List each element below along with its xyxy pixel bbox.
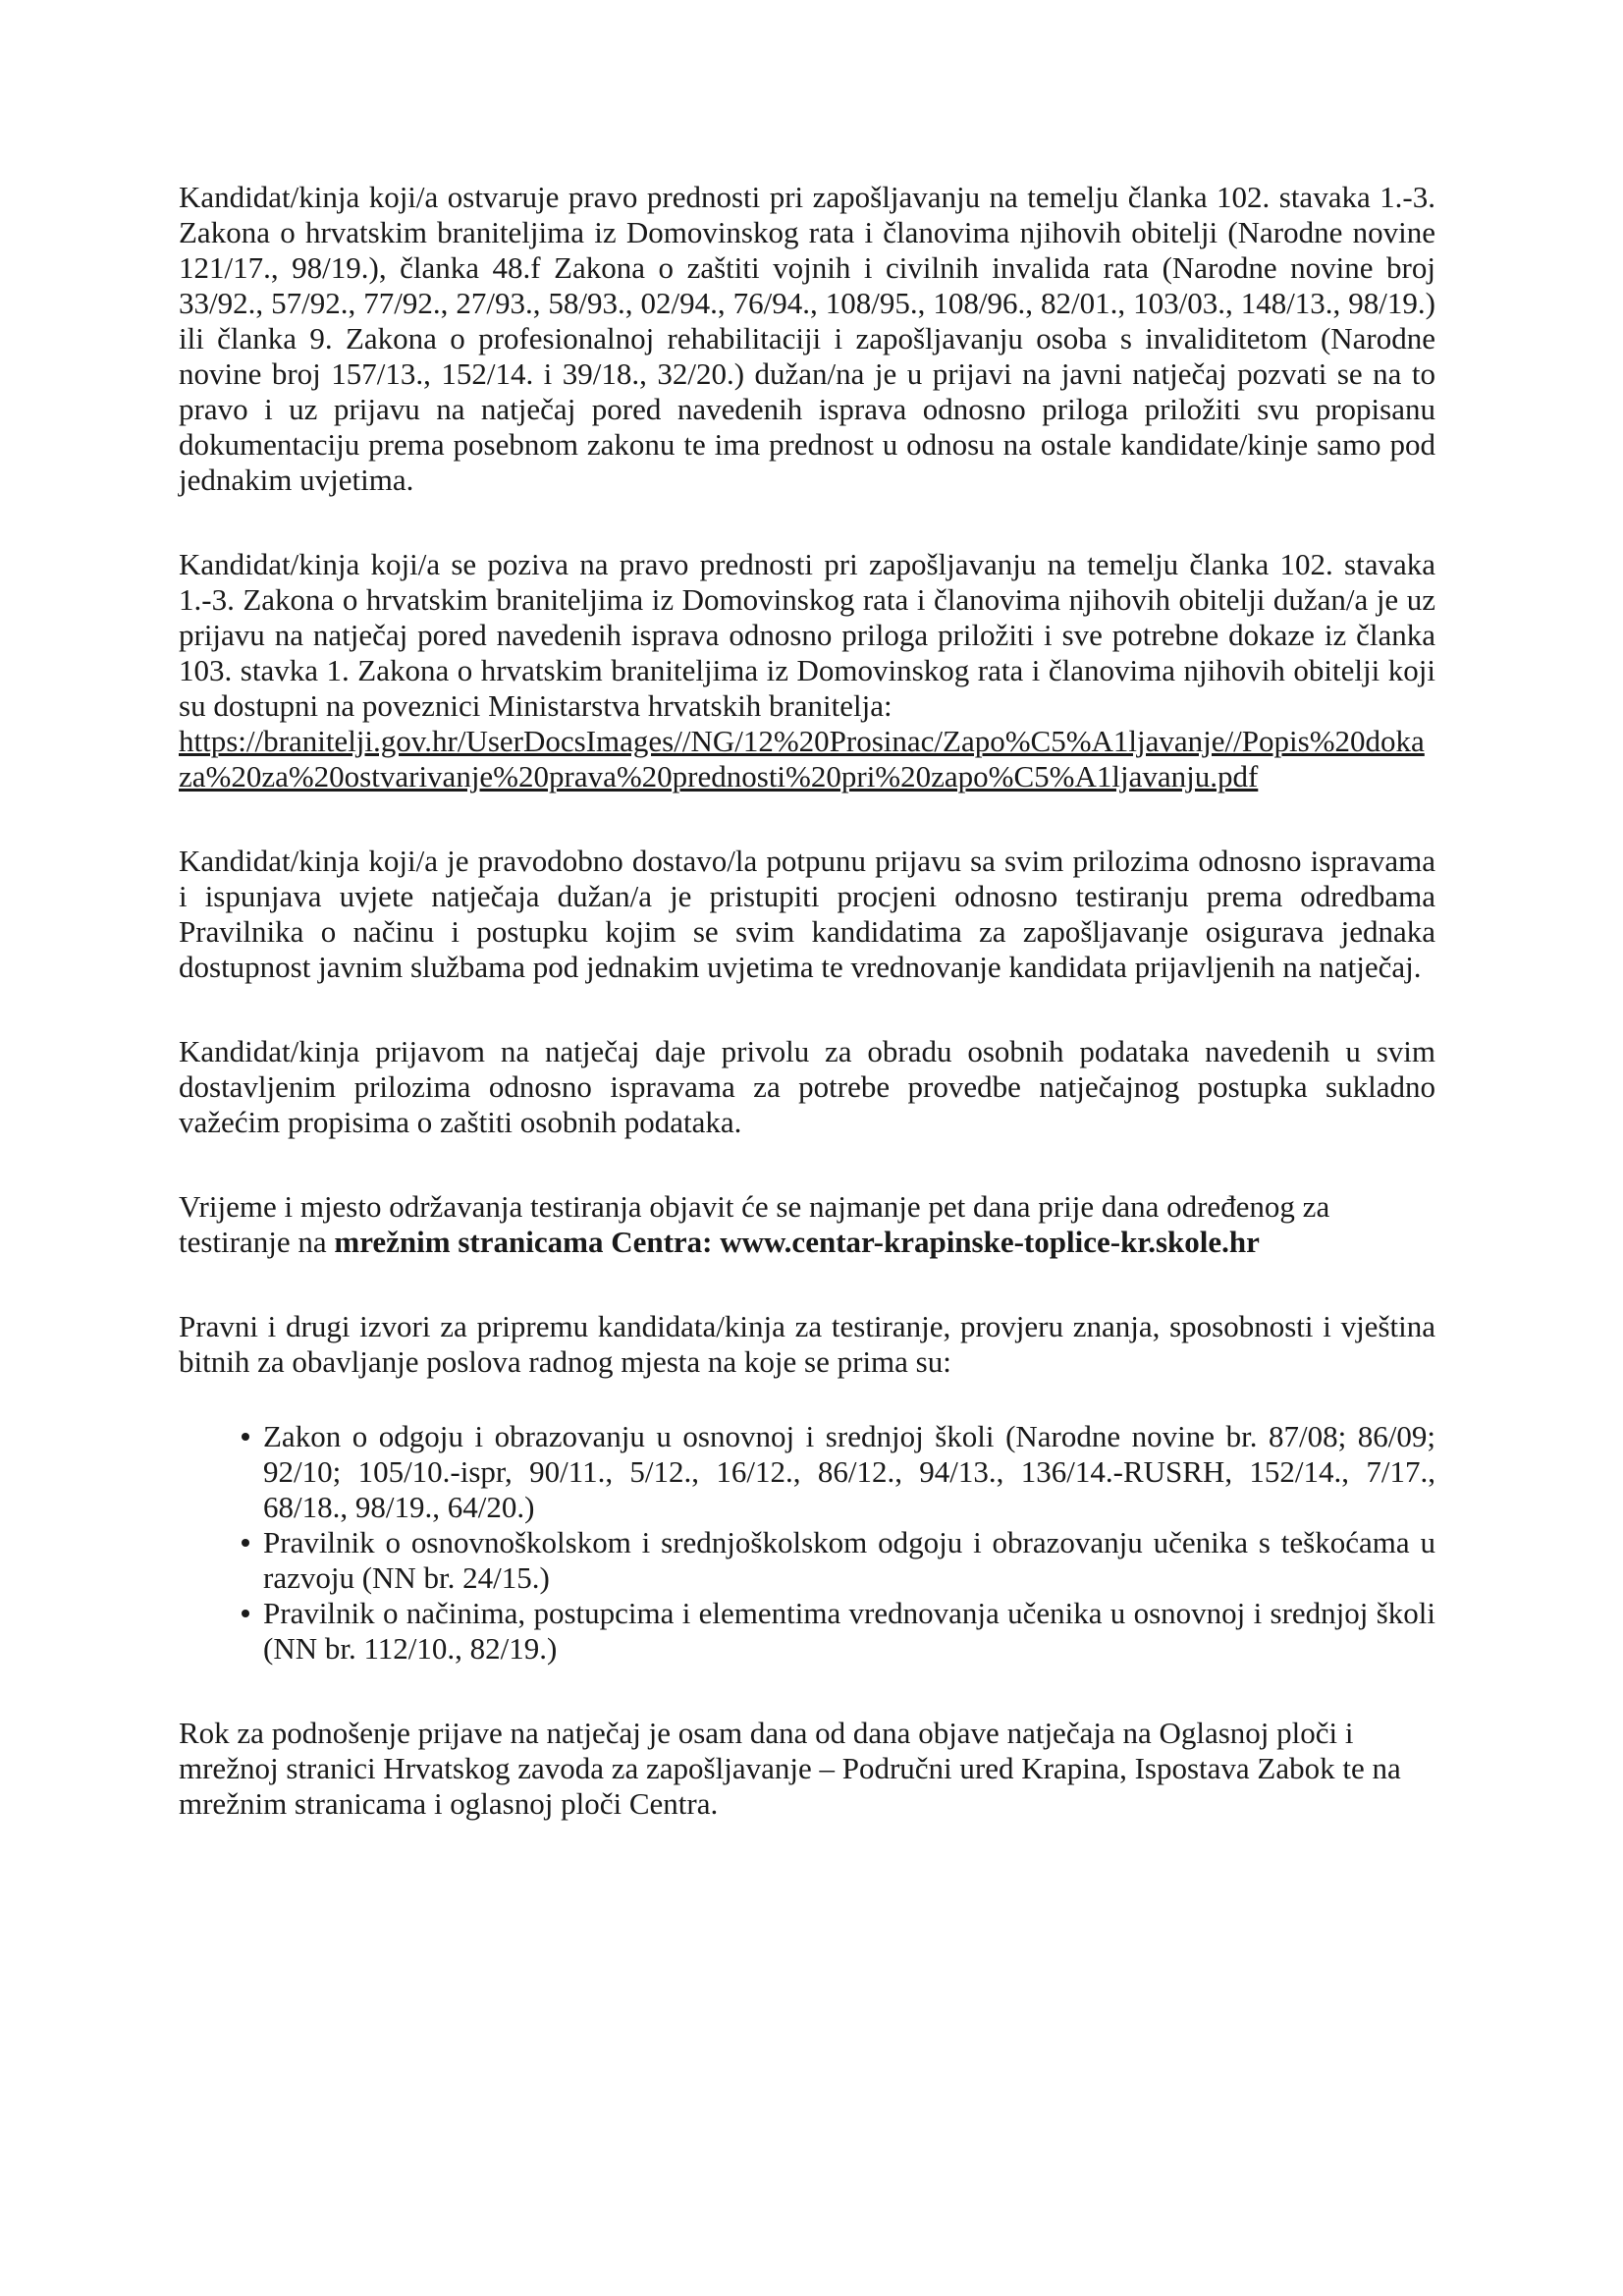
list-item-text: Pravilnik o načinima, postupcima i elementima vrednovanja učenika u osnovnoj i srednjoj školi (NN br. 112/10., 82/19.) <box>263 1596 1435 1666</box>
legal-sources-list <box>179 1419 1435 1667</box>
bullet-icon <box>242 1433 249 1441</box>
list-item <box>242 1419 1435 1525</box>
list-item <box>242 1525 1435 1596</box>
list-item <box>242 1596 1435 1667</box>
document-body <box>179 180 1435 1871</box>
testing-announcement-text: Vrijeme i mjesto održavanja testiranja objavit će se najmanje pet dana prije dana određenog za testiranje na <box>179 1189 1330 1259</box>
paragraph-testing-announcement <box>179 1189 1435 1260</box>
paragraph-veterans-evidence-text: Kandidat/kinja koji/a se poziva na pravo prednosti pri zapošljavanju na temelju članka 102. stavaka 1.-3. Zakona o hrvatskim braniteljima iz Domovinskog rata i članovima njihovih obitelji dužan/a je uz prijavu na natječaj pored navedenih isprava odnosno priloga priložiti i sve potrebne dokaze iz članka 103. stavka 1. Zakona o hrvatskim braniteljima iz Domovinskog rata i članovima njihovih obitelji koji su dostupni na poveznici Ministarstva hrvatskih branitelja: <box>179 547 1435 723</box>
paragraph-priority-rights: Kandidat/kinja koji/a ostvaruje pravo prednosti pri zapošljavanju na temelju članka 102. stavaka 1.-3. Zakona o hrvatskim braniteljima iz Domovinskog rata i članovima njihovih obitelji (Narodne novine 121/17., 98/19.), članka 48.f Zakona o zaštiti vojnih i civilnih invalida rata (Narodne novine broj 33/92., 57/92., 77/92., 27/93., 58/93., 02/94., 76/94., 108/95., 108/96., 82/01., 103/03., 148/13., 98/19.) ili članka 9. Zakona o profesionalnoj rehabilitaciji i zapošljavanju osoba s invaliditetom (Narodne novine broj 157/13., 152/14. i 39/18., 32/20.) dužan/na je u prijavi na javni natječaj pozvati se na to pravo i uz prijavu na natječaj pored navedenih isprava odnosno priloga priložiti svu propisanu dokumentaciju prema posebnom zakonu te ima prednost u odnosu na ostale kandidate/kinje samo pod jednakim uvjetima. <box>179 180 1435 497</box>
paragraph-veterans-evidence <box>179 547 1435 794</box>
paragraph-testing-obligation: Kandidat/kinja koji/a je pravodobno dostavo/la potpunu prijavu sa svim prilozima odnosno ispravama i ispunjava uvjete natječaja dužan/a je pristupiti procjeni odnosno testiranju prema odredbama Pravilnika o načinu i postupku kojim se svim kandidatima za zapošljavanje osigurava jednaka dostupnost javnim službama pod jednakim uvjetima te vrednovanje kandidata prijavljenih na natječaj. <box>179 844 1435 984</box>
paragraph-data-consent: Kandidat/kinja prijavom na natječaj daje privolu za obradu osobnih podataka navedenih u svim dostavljenim prilozima odnosno ispravama za potrebe provedbe natječajnog postupka sukladno važećim propisima o zaštiti osobnih podataka. <box>179 1034 1435 1139</box>
list-item-text: Pravilnik o osnovnoškolskom i srednjoškolskom odgoju i obrazovanju učenika s teškoćama u razvoju (NN br. 24/15.) <box>263 1525 1435 1595</box>
bullet-icon <box>242 1539 249 1547</box>
paragraph-deadline: Rok za podnošenje prijave na natječaj je osam dana od dana objave natječaja na Oglasnoj ploči i mrežnoj stranici Hrvatskog zavoda za zapošljavanje – Područni ured Krapina, Ispostava Zabok te na mrežnim stranicama i oglasnoj ploči Centra. <box>179 1716 1401 1821</box>
bullet-icon <box>242 1610 249 1617</box>
list-item-text: Zakon o odgoju i obrazovanju u osnovnoj i srednjoj školi (Narodne novine br. 87/08; 86/09; 92/10; 105/10.-ispr, 90/11., 5/12., 16/12., 86/12., 94/13., 136/14.-RUSRH, 152/14., 7/17., 68/18., 98/19., 64/20.) <box>263 1419 1435 1524</box>
paragraph-sources-intro: Pravni i drugi izvori za pripremu kandidata/kinja za testiranje, provjeru znanja, sposobnosti i vještina bitnih za obavljanje poslova radnog mjesta na koje se prima su: <box>179 1309 1435 1379</box>
ministry-evidence-link[interactable]: https://branitelji.gov.hr/UserDocsImages//NG/12%20Prosinac/Zapo%C5%A1ljavanje//Popis%20dokaza%20za%20ostvarivanje%20prava%20prednosti%20pri%20zapo%C5%A1ljavanju.pdf <box>179 724 1425 793</box>
centre-website: mrežnim stranicama Centra: www.centar-krapinske-toplice-kr.skole.hr <box>334 1225 1260 1259</box>
